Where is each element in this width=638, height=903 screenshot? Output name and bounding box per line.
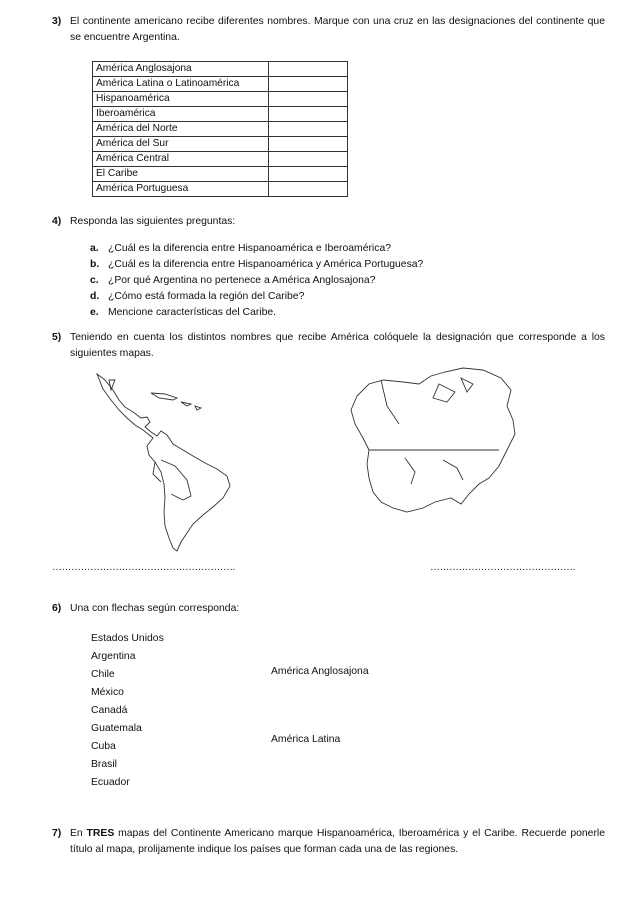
table-row xyxy=(93,122,348,137)
north-america-map xyxy=(343,362,523,514)
checkbox-cell[interactable] xyxy=(269,137,348,152)
question-5 xyxy=(52,330,605,362)
table-row xyxy=(93,137,348,152)
table-row xyxy=(93,182,348,197)
region-item: América Anglosajona xyxy=(271,666,369,677)
list-item: d. ¿Cómo está formada la región del Caribe? xyxy=(90,291,305,302)
option-label: América Central xyxy=(93,152,269,167)
question-text: En TRES mapas del Continente Americano marque Hispanoamérica, Iberoamérica y el Caribe. Recuerde ponerle título al mapa, prolijamente indique los países que forman cada una de las regiones. xyxy=(70,828,605,855)
question-4-list xyxy=(90,241,610,321)
country-item: Argentina xyxy=(91,651,136,662)
question-number: 6) xyxy=(52,603,62,614)
country-item: Estados Unidos xyxy=(91,633,164,644)
checkbox-cell[interactable] xyxy=(269,182,348,197)
country-item: Guatemala xyxy=(91,723,142,734)
checkbox-cell[interactable] xyxy=(269,77,348,92)
table-row xyxy=(93,92,348,107)
list-item: a. ¿Cuál es la diferencia entre Hispanoamérica e Iberoamérica? xyxy=(90,243,391,254)
option-label: Hispanoamérica xyxy=(93,92,269,107)
options-table xyxy=(92,61,348,197)
list-item: c. ¿Por qué Argentina no pertenece a América Anglosajona? xyxy=(90,275,376,286)
question-number: 5) xyxy=(52,332,62,343)
question-text: Responda las siguientes preguntas: xyxy=(70,216,236,227)
country-item: Cuba xyxy=(91,741,116,752)
list-item: e. Mencione características del Caribe. xyxy=(90,307,277,318)
question-number: 3) xyxy=(52,16,62,27)
option-label: América Latina o Latinoamérica xyxy=(93,77,269,92)
table-row xyxy=(93,77,348,92)
country-item: Chile xyxy=(91,669,115,680)
country-item: Brasil xyxy=(91,759,117,770)
checkbox-cell[interactable] xyxy=(269,122,348,137)
checkbox-cell[interactable] xyxy=(269,92,348,107)
question-number: 4) xyxy=(52,216,62,227)
option-label: El Caribe xyxy=(93,167,269,182)
checkbox-cell[interactable] xyxy=(269,62,348,77)
table-row xyxy=(93,62,348,77)
option-label: América Anglosajona xyxy=(93,62,269,77)
table-row xyxy=(93,152,348,167)
question-4 xyxy=(52,214,605,230)
list-item: b. ¿Cuál es la diferencia entre Hispanoamérica y América Portuguesa? xyxy=(90,259,424,270)
option-label: América del Norte xyxy=(93,122,269,137)
table-row xyxy=(93,167,348,182)
checkbox-cell[interactable] xyxy=(269,152,348,167)
map-answer-blank-right[interactable]: ………………………………………. xyxy=(430,562,575,573)
question-3 xyxy=(52,14,605,46)
country-item: Canadá xyxy=(91,705,128,716)
question-text: Teniendo en cuenta los distintos nombres que recibe América colóquele la designación que corresponde a los siguientes mapas. xyxy=(70,332,605,359)
question-text: Una con flechas según corresponda: xyxy=(70,603,240,614)
region-item: América Latina xyxy=(271,734,341,745)
option-label: Iberoamérica xyxy=(93,107,269,122)
checkbox-cell[interactable] xyxy=(269,107,348,122)
question-number: 7) xyxy=(52,828,62,839)
map-answer-blank-left[interactable]: …………………………………………………. xyxy=(52,562,235,573)
option-label: América del Sur xyxy=(93,137,269,152)
question-text: El continente americano recibe diferentes nombres. Marque con una cruz en las designaciones del continente que se encuentre Argentina. xyxy=(70,16,605,43)
country-item: Ecuador xyxy=(91,777,130,788)
question-6 xyxy=(52,601,605,617)
checkbox-cell[interactable] xyxy=(269,167,348,182)
latin-america-map xyxy=(95,370,240,555)
country-item: México xyxy=(91,687,124,698)
table-row xyxy=(93,107,348,122)
question-7 xyxy=(52,826,605,858)
option-label: América Portuguesa xyxy=(93,182,269,197)
